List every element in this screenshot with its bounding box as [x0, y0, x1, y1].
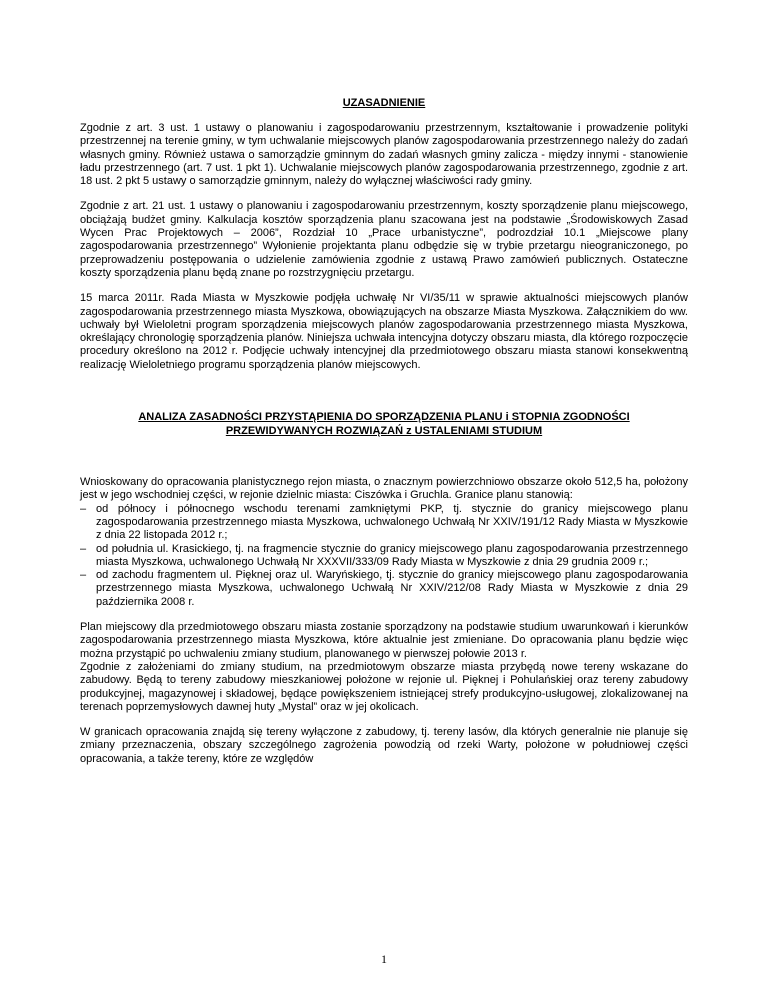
- document-title: UZASADNIENIE: [342, 97, 426, 109]
- boundaries-list: [80, 503, 688, 609]
- page-number: 1: [381, 952, 387, 966]
- dash-bullet: –: [80, 542, 87, 555]
- area-paragraph: Wnioskowany do opracowania planistycznego rejon miasta, o znacznym powierzchniowo obszarze około 512,5 ha, położony jest w jego wschodniej części, w rejonie dzielnic miasta: Ciszówka i Gruchla. Granice planu stanowią:: [80, 476, 688, 502]
- plan-paragraph: Plan miejscowy dla przedmiotowego obszaru miasta zostanie sporządzony na podstawie studium uwarunkowań i kierunków zagospodarowania przestrzennego miasta Myszkowa, które aktualnie jest zmieniane. Do opracowania planu będzie więc można przystąpić po uchwaleniu zmiany studium, planowanego w pierwszej połowie 2013 r.: [80, 621, 688, 660]
- document-page: [80, 96, 688, 766]
- list-item: [80, 503, 688, 543]
- list-item: [80, 543, 688, 570]
- intro-paragraph-3: 15 marca 2011r. Rada Miasta w Myszkowie podjęła uchwałę Nr VI/35/11 w sprawie aktualności miejscowych planów zagospodarowania przestrzennego miasta Myszkowa, obowiązujących na obszarze Miasta Myszkowa. Załącznikiem do ww. uchwały był Wieloletni program sporządzenia miejscowych planów zagospodarowania przestrzennego miasta Myszkowa, określający chronologię sporządzenia planów. Niniejsza uchwała intencyjna dotyczy obszaru miasta, dla którego rozpoczęcie procedury określono na 2012 r. Podjęcie uchwały intencyjnej dla przedmiotowego obszaru miasta stanowi konsekwentną realizację Wieloletniego programu sporządzenia planów miejscowych.: [80, 292, 688, 371]
- boundary-text: od północy i północnego wschodu terenami zamkniętymi PKP, tj. stycznie do granicy miejscowego planu zagospodarowania przestrzennego miasta Myszkowa, uchwalonego Uchwałą Nr XXIV/191/12 Rady Miasta w Myszkowie z dnia 22 listopada 2012 r.;: [96, 502, 688, 542]
- boundary-text: od południa ul. Krasickiego, tj. na fragmencie stycznie do granicy miejscowego planu zagospodarowania przestrzennego miasta Myszkowa, uchwalonego Uchwałą Nr XXXVII/333/09 Rady Miasta w Myszkowie z dnia 29 grudnia 2009 r.;: [96, 542, 688, 568]
- last-paragraph: W granicach opracowania znajdą się tereny wyłączone z zabudowy, tj. tereny lasów, dla których generalnie nie planuje się zmiany przeznaczenia, obszary szczególnego zagrożenia powodzią od rzeki Warty, położone w południowej części opracowania, a także tereny, które ze względów: [80, 726, 688, 765]
- list-item: [80, 569, 688, 609]
- section-heading: [80, 410, 688, 438]
- boundary-text: od zachodu fragmentem ul. Pięknej oraz ul. Waryńskiego, tj. stycznie do granicy miejscowego planu zagospodarowania przestrzennego miasta Myszkowa, uchwalonego Uchwałą Nr XXIV/212/08 Rady Miasta w Myszkowie z dnia 29 października 2008 r.: [96, 569, 688, 608]
- section-heading-line-1: ANALIZA ZASADNOŚCI PRZYSTĄPIENIA DO SPORZĄDZENIA PLANU i STOPNIA ZGODNOŚCI: [138, 411, 630, 424]
- dash-bullet: –: [80, 569, 87, 582]
- intro-paragraph-1: Zgodnie z art. 3 ust. 1 ustawy o planowaniu i zagospodarowaniu przestrzennym, kształtowanie i prowadzenie polityki przestrzennej na terenie gminy, w tym uchwalanie miejscowych planów zagospodarowania przestrzennego należy do zadań własnych gminy. Również ustawa o samorządzie gminnym do zadań własnych gminy zalicza - między innymi - stanowienie ładu przestrzennego (art. 7 ust. 1 pkt 1). Uchwalanie miejscowych planów zagospodarowania przestrzennego, zgodnie z art. 18 ust. 2 pkt 5 ustawy o samorządzie gminnym, należy do wyłącznej właściwości rady gminy.: [80, 122, 688, 188]
- dash-bullet: –: [80, 502, 87, 515]
- assumptions-paragraph: Zgodnie z założeniami do zmiany studium, na przedmiotowym obszarze miasta przybędą nowe tereny wskazane do zabudowy. Będą to tereny zabudowy mieszkaniowej położone w rejonie ul. Pięknej i Pohulańskiej oraz tereny zabudowy produkcyjnej, magazynowej i składowej, będące powiększeniem istniejącej strefy produkcyjno-usługowej, zlokalizowanej na terenach poprzemysłowych dawnej huty „Mystal” oraz w jej okolicach.: [80, 660, 688, 713]
- intro-paragraph-2: Zgodnie z art. 21 ust. 1 ustawy o planowaniu i zagospodarowaniu przestrzennym, koszty sporządzenie planu miejscowego, obciążają budżet gminy. Kalkulacja kosztów sporządzenia planu szacowana jest na podstawie „Środowiskowych Zasad Wycen Prac Projektowych – 2006”, Rozdział 10 „Prace urbanistyczne”, podrozdział 10.1 „Miejscowe plany zagospodarowania przestrzennego” Wyłonienie projektanta planu odbędzie się w trybie przetargu nieograniczonego, po przeprowadzeniu postępowania o udzielenie zamówienia zgodnie z ustawą Prawo zamówień publicznych. Ostateczne koszty sporządzenia planu będą znane po rozstrzygnięciu przetargu.: [80, 200, 688, 279]
- section-heading-line-2: PRZEWIDYWANYCH ROZWIĄZAŃ z USTALENIAMI STUDIUM: [225, 425, 543, 438]
